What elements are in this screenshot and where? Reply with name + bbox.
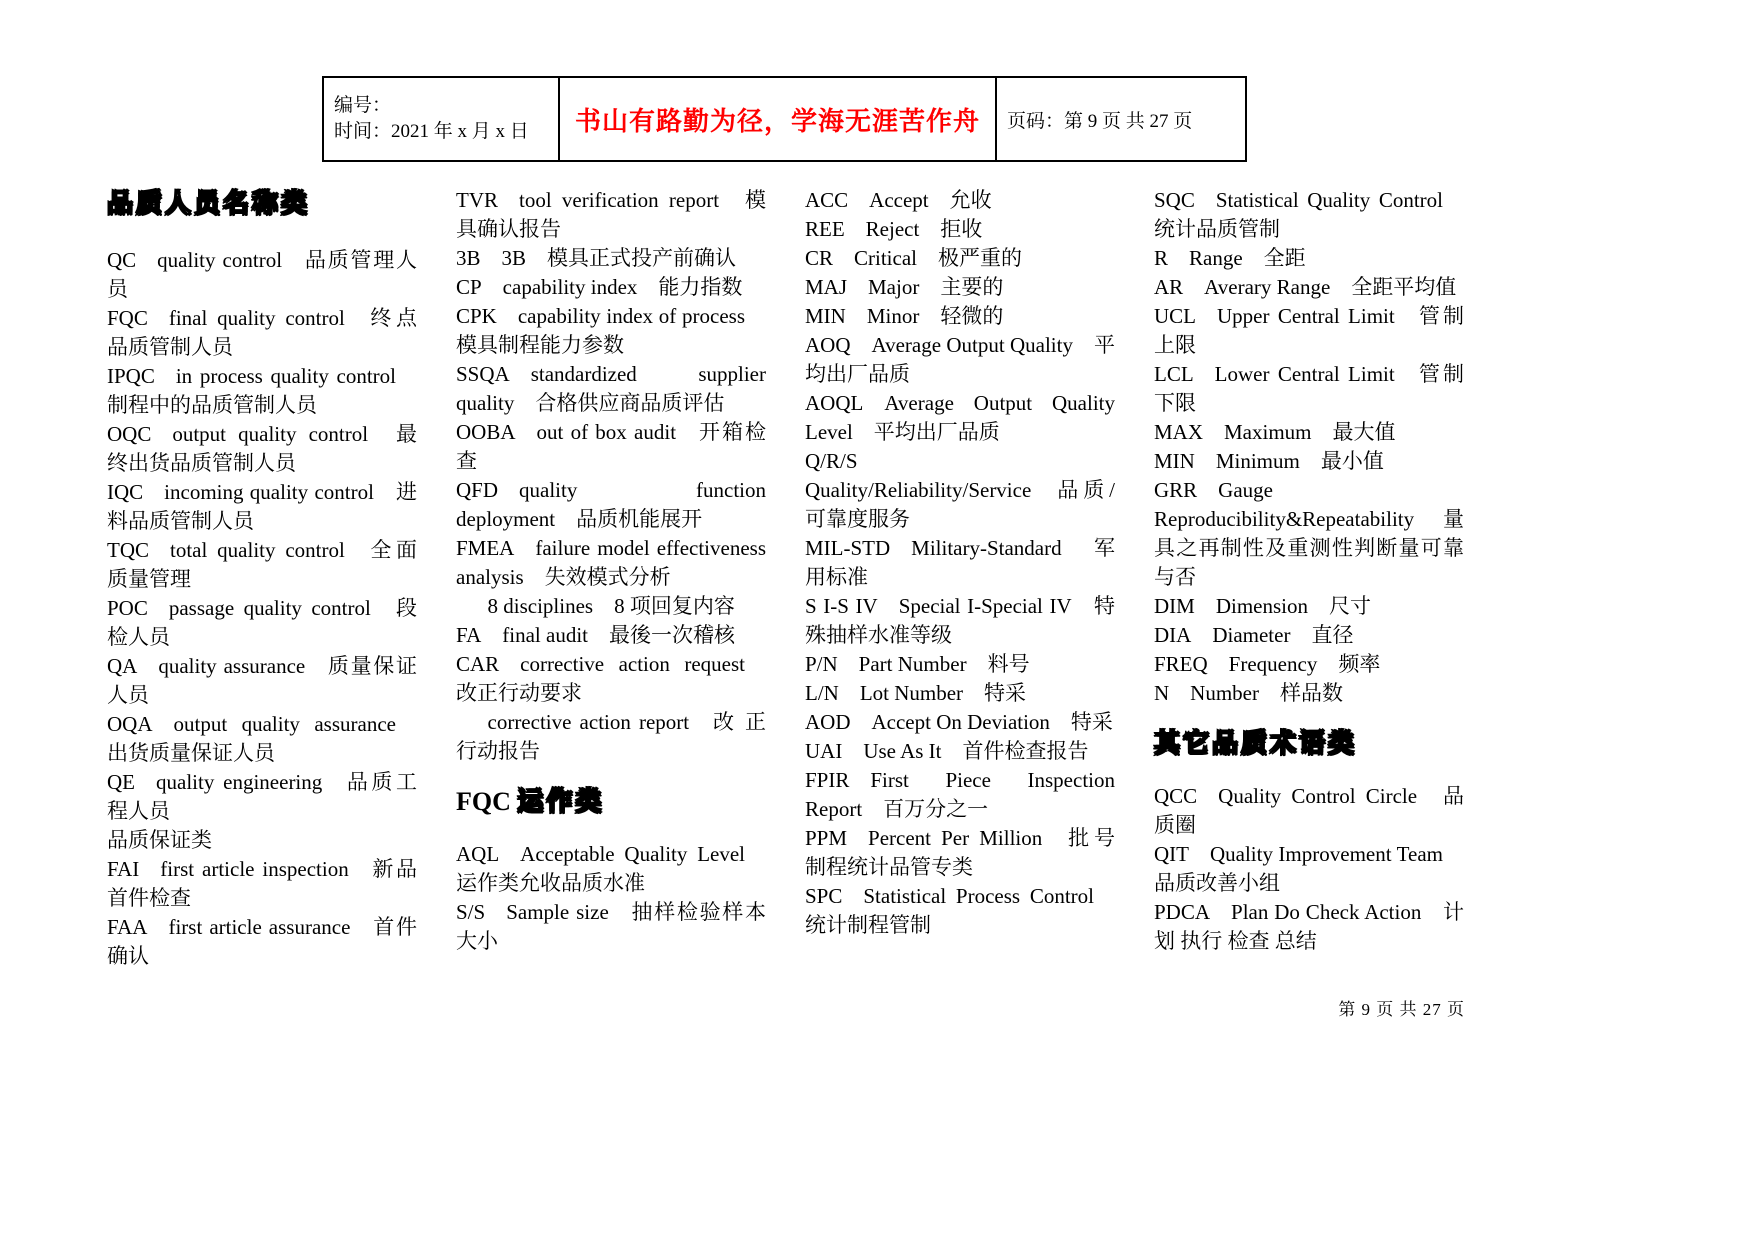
glossary-entry: IQC incoming quality control 进料品质管制人员 (107, 480, 417, 533)
glossary-entry: FQC final quality control 终点品质管制人员 (107, 306, 417, 359)
page-footer: 第 9 页 共 27 页 (1338, 1000, 1465, 1019)
column-4 (1154, 186, 1464, 971)
glossary-entry: L/N Lot Number 特采 (805, 681, 1027, 705)
glossary-entry: CAR corrective action request 改正行动要求 (456, 652, 766, 705)
header-meta-cell (323, 77, 559, 161)
glossary-entry: MAX Maximum 最大值 (1154, 420, 1396, 444)
glossary-entry: P/N Part Number 料号 (805, 652, 1030, 676)
glossary-entry: UAI Use As It 首件检查报告 (805, 739, 1089, 763)
glossary-entry: REE Reject 拒收 (805, 217, 983, 241)
glossary-entry: corrective action report 改 正 行动报告 (456, 710, 766, 763)
glossary-entry: OOBA out of box audit 开箱检查 (456, 420, 766, 473)
section-heading (1154, 728, 1464, 760)
section-heading (107, 188, 417, 220)
glossary-entry: SSQA standardized supplier quality 合格供应商品质评估 (456, 362, 766, 415)
glossary-entry: MIL-STD Military-Standard 军用标准 (805, 536, 1115, 589)
doc-date-label: 时间：2021 年 x 月 x 日 (334, 121, 529, 142)
glossary-entry: LCL Lower Central Limit 管制下限 (1154, 362, 1464, 415)
glossary-entry: QE quality engineering 品质工程人员 (107, 770, 417, 823)
motto-text: 书山有路勤为径，学海无涯苦作舟 (574, 105, 980, 136)
glossary-entry: PDCA Plan Do Check Action 计划 执行 检查 总结 (1154, 900, 1464, 953)
glossary-entry: QFD quality function deployment 品质机能展开 (456, 478, 766, 531)
glossary-entry: 8 disciplines 8 项回复内容 (487, 594, 735, 618)
glossary-entry: QA quality assurance 质量保证人员 (107, 654, 417, 707)
column-2 (456, 186, 766, 971)
glossary-entry: R Range 全距 (1154, 246, 1306, 270)
glossary-entry: AR Averary Range 全距平均值 (1154, 275, 1457, 299)
column-1 (107, 186, 417, 971)
glossary-entry: GRR Gauge Reproducibility&Repeatability 量具之再制性及重测性判断量可靠与否 (1154, 478, 1464, 589)
glossary-entry: CPK capability index of process 模具制程能力参数 (456, 304, 766, 357)
glossary-entry: S/S Sample size 抽样检验样本大小 (456, 900, 766, 953)
page-number-label: 页码：第 9 页 共 27 页 (1007, 110, 1193, 132)
header-motto-cell (559, 77, 996, 161)
glossary-entry: S I-S IV Special I-Special IV 特殊抽样水准等级 (805, 594, 1115, 647)
section-heading (456, 786, 766, 818)
glossary-entry: 品质保证类 (107, 828, 212, 852)
glossary-entry: QC quality control 品质管理人员 (107, 248, 417, 301)
glossary-entry: MAJ Major 主要的 (805, 275, 1004, 299)
glossary-entry: QCC Quality Control Circle 品质圈 (1154, 784, 1464, 837)
glossary-entry: SPC Statistical Process Control 统计制程管制 (805, 884, 1115, 937)
glossary-entry: OQC output quality control 最终出货品质管制人员 (107, 422, 417, 475)
glossary-entry: POC passage quality control 段检人员 (107, 596, 417, 649)
section-heading-prefix: FQC (456, 787, 518, 816)
glossary-entry: AQL Acceptable Quality Level 运作类允收品质水准 (456, 842, 766, 895)
glossary-entry: FAA first article assurance 首件确认 (107, 915, 417, 968)
glossary-entry: FA final audit 最後一次稽核 (456, 623, 736, 647)
glossary-entry: FPIR First Piece Inspection Report 百万分之一 (805, 768, 1115, 821)
glossary-entry: Q/R/S Quality/Reliability/Service 品质/可靠度服务 (805, 449, 1115, 531)
glossary-entry: TVR tool verification report 模具确认报告 (456, 188, 766, 241)
glossary-entry: AOQL Average Output Quality Level 平均出厂品质 (805, 391, 1115, 444)
header-table (322, 76, 1247, 162)
glossary-entry: FREQ Frequency 频率 (1154, 652, 1381, 676)
glossary-entry: FAI first article inspection 新品首件检查 (107, 857, 417, 910)
glossary-entry: FMEA failure model effectiveness analysis 失效模式分析 (456, 536, 766, 589)
glossary-entry: 3B 3B 模具正式投产前确认 (456, 246, 737, 270)
doc-number-label: 编号： (334, 95, 392, 116)
glossary-entry: TQC total quality control 全面质量管理 (107, 538, 417, 591)
glossary-entry: IPQC in process quality control 制程中的品质管制人员 (107, 364, 417, 417)
glossary-entry: DIM Dimension 尺寸 (1154, 594, 1371, 618)
section-heading-outline: 运作类 (517, 787, 605, 817)
glossary-entry: AOQ Average Output Quality 平均出厂品质 (805, 333, 1115, 386)
glossary-columns (107, 186, 1467, 971)
section-heading-outline: 品质人员名称类 (107, 189, 311, 219)
glossary-entry: SQC Statistical Quality Control 统计品质管制 (1154, 188, 1464, 241)
glossary-entry: N Number 样品数 (1154, 681, 1343, 705)
glossary-entry: OQA output quality assurance 出货质量保证人员 (107, 712, 417, 765)
section-heading-outline: 其它品质术语类 (1154, 729, 1358, 759)
glossary-entry: ACC Accept 允收 (805, 188, 992, 212)
glossary-entry: UCL Upper Central Limit 管制上限 (1154, 304, 1464, 357)
glossary-entry: CR Critical 极严重的 (805, 246, 1022, 270)
header-page-cell (996, 77, 1246, 161)
column-3 (805, 186, 1115, 971)
glossary-entry: QIT Quality Improvement Team 品质改善小组 (1154, 842, 1464, 895)
glossary-entry: CP capability index 能力指数 (456, 275, 743, 299)
glossary-entry: PPM Percent Per Million 批号制程统计品管专类 (805, 826, 1115, 879)
glossary-entry: DIA Diameter 直径 (1154, 623, 1354, 647)
glossary-entry: AOD Accept On Deviation 特采 (805, 710, 1113, 734)
glossary-entry: MIN Minor 轻微的 (805, 304, 1004, 328)
glossary-entry: MIN Minimum 最小值 (1154, 449, 1384, 473)
